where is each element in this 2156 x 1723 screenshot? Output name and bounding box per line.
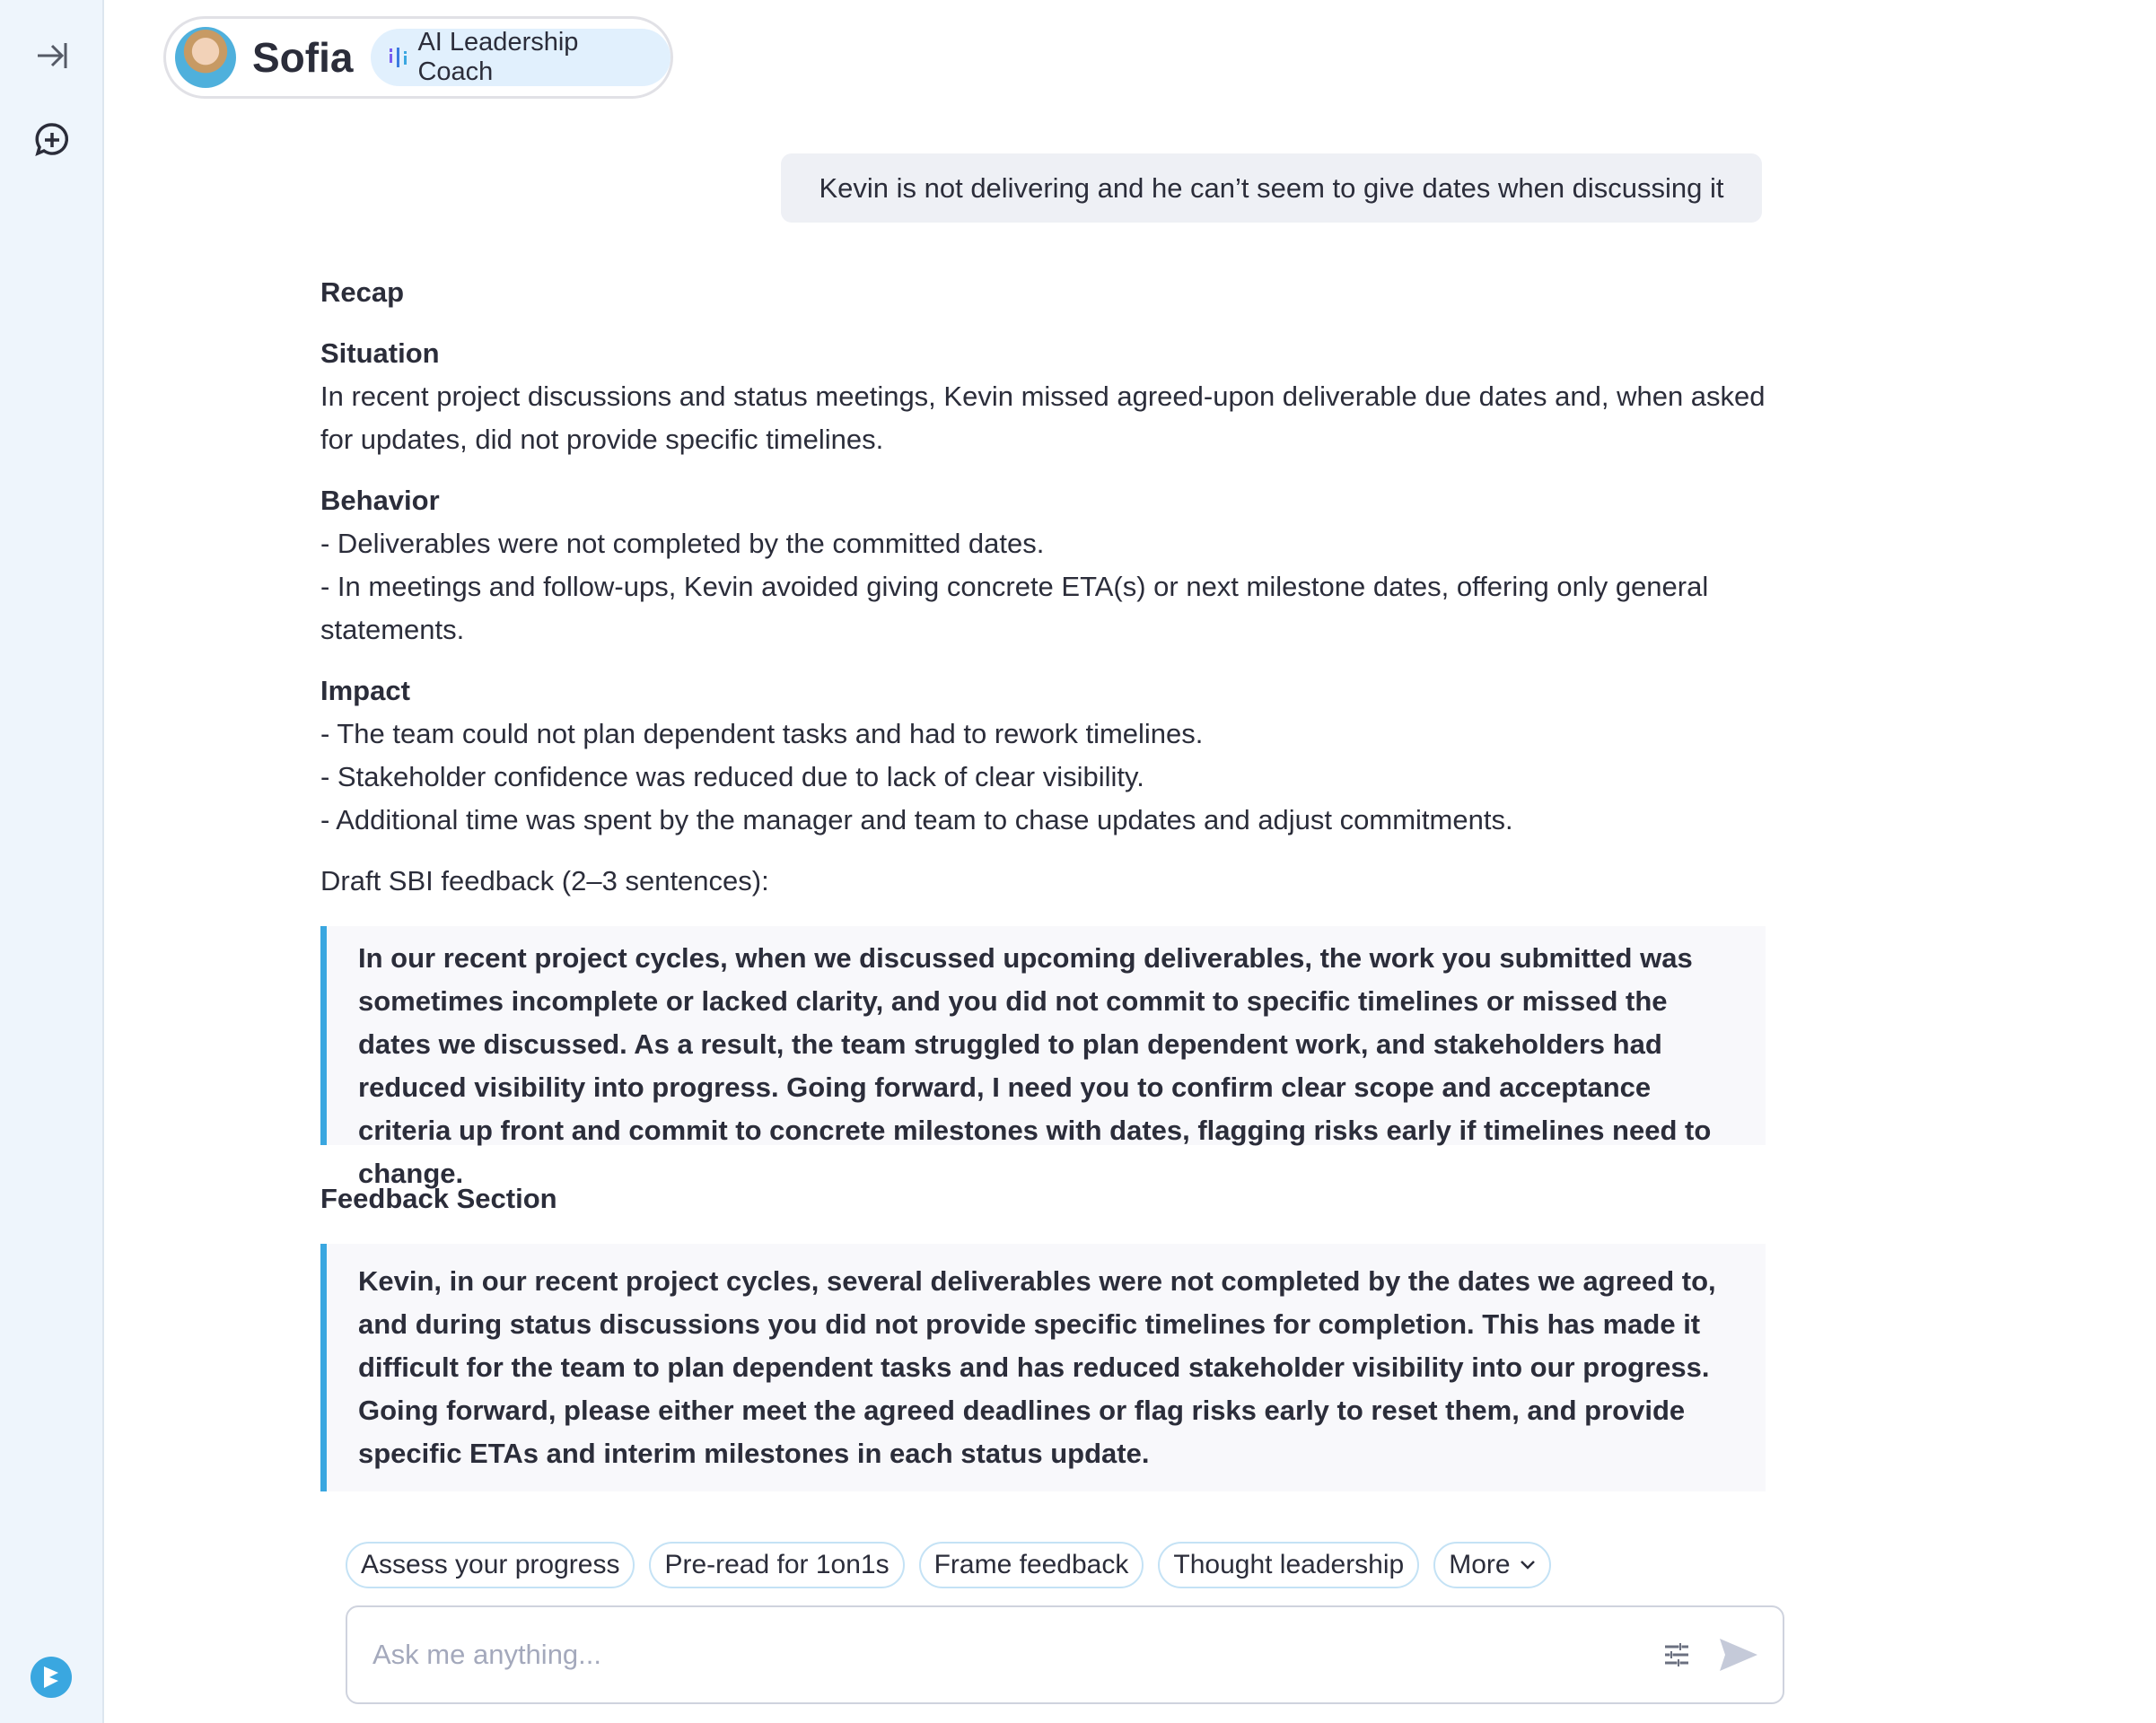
ai-voice-icon: [389, 46, 408, 69]
more-label: More: [1449, 1550, 1511, 1579]
role-badge: [371, 29, 670, 86]
assistant-message: [320, 271, 1766, 1491]
situation-heading: Situation: [320, 337, 440, 369]
app-logo-icon[interactable]: [31, 1657, 72, 1698]
expand-sidebar-icon[interactable]: [31, 34, 74, 77]
feedback-quote: Kevin, in our recent project cycles, several deliverables were not completed by the dates we agreed to, and during status discussions you did not provide specific timelines for completion. This has made it difficult for the team to plan dependent tasks and has reduced stakeholder visibility into our progress. Going forward, please either meet the agreed deadlines or flag risks early to reset them, and provide specific ETAs and interim milestones in each status update.: [320, 1244, 1766, 1491]
feedback-section-heading: Feedback Section: [320, 1183, 557, 1214]
impact-heading: Impact: [320, 675, 410, 706]
behavior-item: - In meetings and follow-ups, Kevin avoided giving concrete ETA(s) or next milestone dates, offering only general statements.: [320, 571, 1709, 645]
recap-heading: Recap: [320, 276, 405, 308]
user-message: Kevin is not delivering and he can’t seem to give dates when discussing it: [781, 153, 1762, 223]
draft-label: Draft SBI feedback (2–3 sentences):: [320, 865, 769, 896]
situation-text: In recent project discussions and status meetings, Kevin missed agreed-upon deliverable due dates and, when asked for updates, did not provide specific timelines.: [320, 380, 1766, 455]
impact-item: - The team could not plan dependent tasks and had to rework timelines.: [320, 718, 1204, 749]
draft-sbi-quote: In our recent project cycles, when we discussed upcoming deliverables, the work you submitted was sometimes incomplete or lacked clarity, and you did not commit to specific timelines or missed the dates we discussed. As a result, the team struggled to plan dependent work, and stakeholders had reduced visibility into progress. Going forward, I need you to confirm clear scope and acceptance criteria up front and commit to concrete milestones with dates, flagging risks early if timelines need to change.: [320, 926, 1766, 1145]
sidebar: [0, 0, 104, 1723]
agent-header: [163, 16, 673, 99]
send-icon[interactable]: [1718, 1637, 1759, 1673]
chip-pre-read[interactable]: Pre-read for 1on1s: [649, 1542, 904, 1588]
role-label: AI Leadership Coach: [417, 28, 579, 86]
avatar: [175, 27, 236, 88]
impact-item: - Additional time was spent by the manager and team to chase updates and adjust commitments.: [320, 804, 1513, 835]
behavior-item: - Deliverables were not completed by the committed dates.: [320, 528, 1045, 559]
chip-thought-leadership[interactable]: Thought leadership: [1158, 1542, 1419, 1588]
chip-frame-feedback[interactable]: Frame feedback: [919, 1542, 1144, 1588]
composer: [346, 1605, 1784, 1704]
agent-name: Sofia: [252, 34, 354, 81]
chevron-down-icon: [1520, 1560, 1536, 1570]
impact-item: - Stakeholder confidence was reduced due to lack of clear visibility.: [320, 761, 1144, 792]
settings-sliders-icon[interactable]: [1662, 1640, 1691, 1669]
new-chat-icon[interactable]: [31, 118, 74, 162]
chip-assess-progress[interactable]: Assess your progress: [346, 1542, 635, 1588]
message-input[interactable]: [371, 1638, 1635, 1672]
more-dropdown[interactable]: [1433, 1542, 1550, 1588]
behavior-heading: Behavior: [320, 485, 440, 516]
suggestion-chips: [346, 1542, 1551, 1588]
